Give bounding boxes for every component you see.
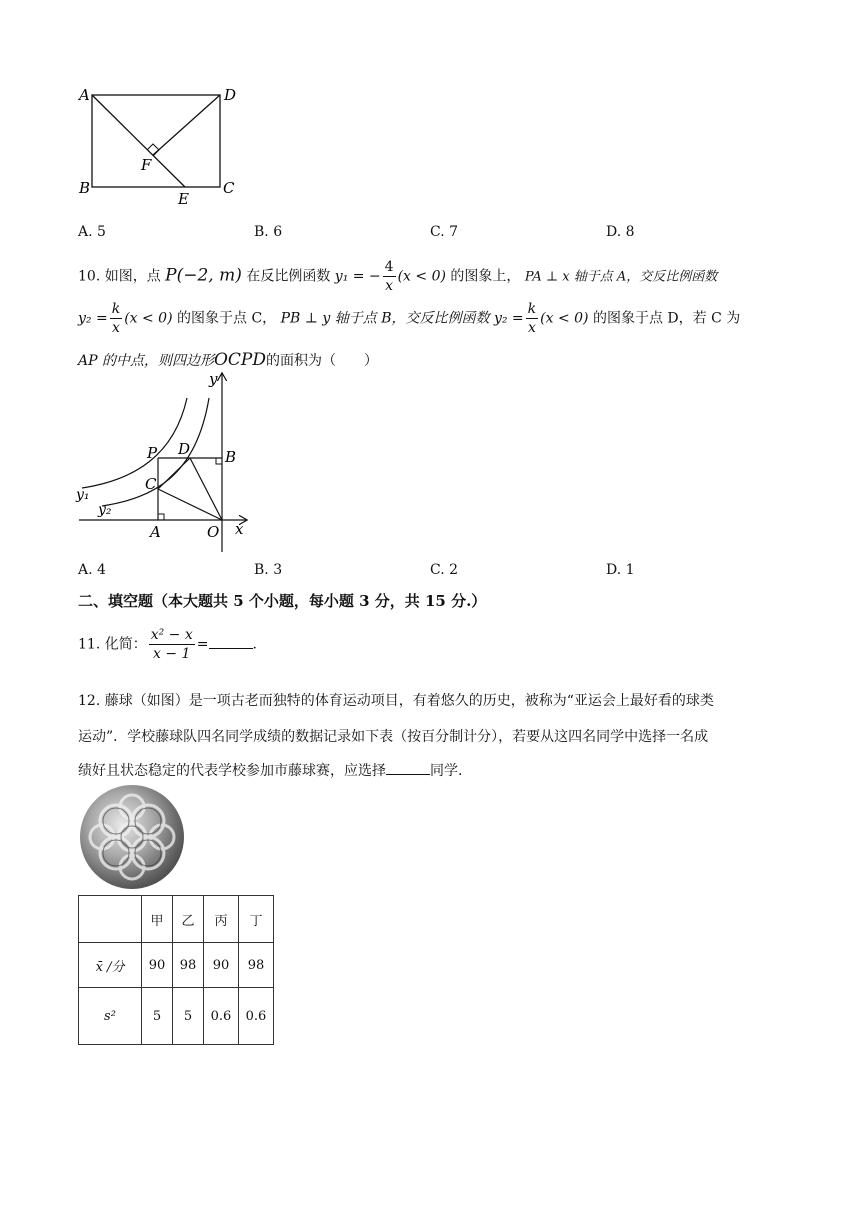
q9-option-c[interactable]: C. 7	[430, 224, 459, 240]
table-row	[79, 988, 274, 1045]
table-cell: 90	[142, 943, 173, 988]
score-table	[78, 895, 274, 1045]
q12-line-3	[78, 760, 462, 780]
q10-text-5: 的图象于点 D，若 C 为	[592, 310, 741, 327]
q9-option-d[interactable]: D. 8	[606, 224, 635, 240]
q10-line-3	[78, 350, 378, 370]
q10-point-p: P(−2, m)	[165, 265, 242, 286]
q11-fraction: $\frac{\text{x² − x}}{x - 1}$	[150, 627, 193, 662]
q10-option-c[interactable]: C. 2	[430, 562, 459, 578]
q12-line-2: 运动”．学校藤球队四名同学成绩的数据记录如下表（按百分制计分），若要从这四名同学中选择一名成	[78, 729, 709, 745]
q10-text-7: 的面积为（ ）	[266, 353, 378, 369]
label-a: A	[79, 86, 90, 104]
curve-y1	[82, 398, 187, 488]
table-cell: s²	[79, 988, 142, 1045]
table-cell: 0.6	[204, 988, 239, 1045]
q12-answer-blank[interactable]	[386, 760, 430, 775]
q12-text-3b: 同学.	[430, 763, 463, 779]
q11-label: 化简：	[104, 636, 147, 653]
label-d: D	[224, 86, 237, 104]
q10-ocpd: OCPD	[213, 350, 266, 370]
q12-line-1: 12. 藤球（如图）是一项古老而独特的体育运动项目，有着悠久的历史，被称为“亚运会上最好看的球类	[78, 693, 714, 709]
right-angle-a	[158, 514, 164, 520]
table-cell: 90	[204, 943, 239, 988]
q10-text-4: 的图象于点 C，	[177, 310, 277, 327]
q10-cond-1: (x < 0)	[397, 268, 446, 285]
label-y1: y₁	[76, 487, 90, 503]
label-f: F	[141, 156, 152, 174]
q10-y1: y₁ = −	[334, 268, 381, 285]
q11-number: 11.	[78, 636, 101, 653]
table-row	[79, 943, 274, 988]
label-x: x	[235, 520, 244, 538]
q10-option-b[interactable]: B. 3	[254, 562, 283, 578]
q10-frac-1: $\frac{4}{x}$	[384, 259, 394, 294]
q10-y2: y₂ =	[78, 310, 108, 327]
q10-option-d[interactable]: D. 1	[606, 562, 635, 578]
segment-df	[153, 95, 220, 155]
right-angle-b	[216, 458, 222, 464]
label-p: P	[147, 444, 158, 462]
label-c: C	[223, 179, 235, 197]
rectangle-abcd	[92, 95, 220, 187]
table-cell: 5	[142, 988, 173, 1045]
q10-line-1	[78, 258, 717, 295]
q10-text-1: 如图，点	[104, 268, 161, 285]
q10-line-2	[78, 300, 740, 337]
q11-answer-blank[interactable]	[209, 634, 253, 649]
label-c: C	[145, 475, 157, 493]
table-header-cell	[79, 896, 142, 943]
q12-text-3a: 绩好且状态稳定的代表学校参加市藤球赛，应选择	[78, 763, 386, 779]
segment-cd	[158, 458, 190, 489]
table-header-cell: 丁	[239, 896, 274, 943]
q10-text-2: 在反比例函数	[246, 268, 331, 285]
label-b: B	[225, 448, 237, 466]
q10-pb: PB ⊥ y 轴于点 B，交反比例函数	[280, 310, 490, 327]
table-header-cell: 乙	[173, 896, 204, 943]
label-e: E	[178, 190, 189, 208]
q9-option-a[interactable]: A. 5	[78, 224, 106, 240]
label-y2: y₂	[98, 502, 112, 518]
q10-figure	[74, 368, 254, 554]
label-b: B	[79, 179, 91, 197]
q10-text-6: AP 的中点，则四边形	[78, 353, 214, 369]
q10-option-a[interactable]: A. 4	[78, 562, 106, 578]
table-cell: 0.6	[239, 988, 274, 1045]
q10-y2b: y₂ =	[493, 310, 524, 327]
q10-text-3: 的图象上，	[450, 268, 521, 285]
table-cell: 5	[173, 988, 204, 1045]
q10-cond-2: (x < 0)	[124, 310, 173, 327]
label-o: O	[207, 523, 220, 541]
segment-oc	[158, 489, 222, 520]
q9-option-b[interactable]: B. 6	[254, 224, 283, 240]
table-cell: 98	[173, 943, 204, 988]
segment-od	[190, 458, 222, 520]
q10-frac-2: $\frac{k}{x}$	[111, 301, 121, 336]
label-y: y	[209, 370, 218, 388]
q11-equals: =	[196, 636, 209, 653]
table-cell: 98	[239, 943, 274, 988]
table-header-row	[79, 896, 274, 943]
q10-cond-3: (x < 0)	[540, 310, 589, 327]
q11-end: .	[252, 636, 257, 653]
q10-frac-3: $\frac{k}{x}$	[527, 301, 537, 336]
q10-number: 10.	[78, 268, 101, 285]
section-2-heading: 二、填空题（本大题共 5 个小题，每小题 3 分，共 15 分.）	[78, 592, 487, 610]
q10-pa: PA ⊥ x 轴于点 A，交反比例函数	[524, 269, 718, 285]
label-a: A	[150, 523, 161, 541]
table-header-cell: 甲	[142, 896, 173, 943]
label-d: D	[178, 440, 191, 458]
table-cell: x̄ /分	[79, 943, 142, 988]
segment-ae	[92, 95, 185, 187]
sepak-takraw-ball-image	[80, 785, 184, 889]
table-header-cell: 丙	[204, 896, 239, 943]
q9-figure	[75, 84, 245, 210]
ball-weave-pattern	[80, 785, 184, 889]
q11-line	[78, 626, 257, 663]
